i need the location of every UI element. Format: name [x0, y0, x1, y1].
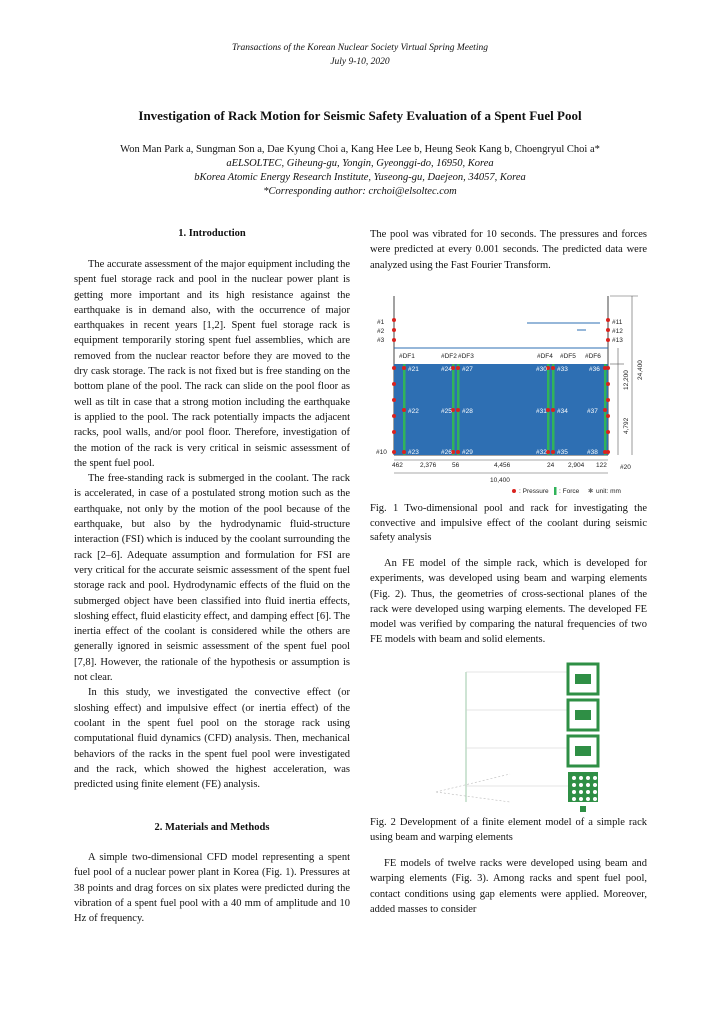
dim-2376: 2,376 [420, 462, 437, 469]
mesh-hole [579, 790, 583, 794]
pressure-point [392, 430, 396, 434]
label-df4: #DF4 [537, 353, 553, 360]
cross-section-core [575, 674, 591, 684]
mesh-hole [572, 776, 576, 780]
figure-1-pool-diagram [372, 292, 650, 500]
pressure-point [392, 414, 396, 418]
right-paragraph-1: The pool was vibrated for 10 seconds. The pressures and forces were predicted at every 0.001 seconds. The predicted data were analyzed using the Fast Fourier Transform. [370, 229, 647, 271]
label-df3: #DF3 [458, 353, 474, 360]
intro-paragraph-2: The free-standing rack is submerged in the coolant. The rack is accelerated, in case of a postulated strong motion such as the earthquake, not only by the motion of the pool because of the earthquake, but also by the hydrodynamic fluid-structure interaction (FSI) which is induced by the coolant surrounding the rack [2–6]. Adequate assumption and formulation for FSI are very critical for the accurate seismic assessment of the spent fuel storage rack and pool. Hydrodynamic effects of the fluid on the submerged object have been classified into fluid inertia effects, sloshing effect, fluid elasticity effect, and damping effect [6]. The inertia effect of the coolant is considered while the others are generally ignored in seismic assessment of the spent fuel pool [7,8]. However, the rationale of the hypothesis or assumption is not clear. [74, 473, 350, 684]
right-paragraph-3: FE models of twelve racks were developed using beam and warping elements (Fig. 3). Among racks and spent fuel pool, contact conditions using gap elements were applied. Moreover, added masses to consider [370, 858, 647, 915]
right-column-top [370, 227, 647, 273]
dim-10400: 10,400 [490, 477, 510, 484]
mesh-hole [586, 790, 590, 794]
pressure-point [402, 366, 406, 370]
label-31: #31 [536, 408, 547, 415]
legend-force-marker [554, 487, 557, 495]
legend-pressure-marker [512, 489, 516, 493]
label-df2: #DF2 [441, 353, 457, 360]
label-p11: #11 [612, 319, 623, 326]
water-region [394, 364, 608, 455]
pressure-point [603, 408, 607, 412]
dim-4456: 4,456 [494, 462, 511, 469]
pressure-point [392, 338, 396, 342]
pressure-point [392, 318, 396, 322]
mesh-hole [586, 783, 590, 787]
pressure-point [392, 450, 396, 454]
dim-122: 122 [596, 462, 607, 469]
intro-paragraph-3: In this study, we investigated the convective effect (or sloshing effect) and impulsive effect (or inertia effect) of the coolant in the spent fuel pool on the storage rack using computational fluid dynamics (CFD) analysis. Then, mechanical behaviors of the racks in the spent fuel pool were investigated and the rack, which showed the highest acceleration, was predicted using finite element (FE) analysis. [74, 687, 350, 791]
label-22: #22 [408, 408, 419, 415]
mesh-hole [572, 783, 576, 787]
right-column-bottom [370, 856, 647, 917]
pressure-point [606, 430, 610, 434]
label-38: #38 [587, 449, 598, 456]
label-23: #23 [408, 449, 419, 456]
label-35: #35 [557, 449, 568, 456]
label-df1: #DF1 [399, 353, 415, 360]
label-df6: #DF6 [585, 353, 601, 360]
label-34: #34 [557, 408, 568, 415]
pressure-point [392, 328, 396, 332]
label-21: #21 [408, 366, 419, 373]
corresponding-author: *Corresponding author: crchoi@elsoltec.com [263, 186, 457, 197]
label-p2: #2 [377, 328, 385, 335]
pressure-point [392, 382, 396, 386]
legend-force-label: : Force [559, 488, 580, 495]
figure-2-caption: Fig. 2 Development of a finite element model of a simple rack using beam and warping elements [370, 817, 647, 843]
label-p12: #12 [612, 328, 623, 335]
pressure-point [603, 366, 607, 370]
dim-24: 24 [547, 462, 555, 469]
pressure-point [606, 328, 610, 332]
section-introduction-heading: 1. Introduction [178, 228, 246, 239]
legend-pressure-label: : Pressure [519, 488, 549, 495]
section-methods-heading: 2. Materials and Methods [154, 822, 270, 833]
pressure-point [606, 414, 610, 418]
small-section-marker [580, 806, 586, 812]
label-30: #30 [536, 366, 547, 373]
pressure-point [551, 366, 555, 370]
label-36: #36 [589, 366, 600, 373]
pressure-point [603, 450, 607, 454]
pressure-point [606, 382, 610, 386]
pressure-point [606, 318, 610, 322]
label-p3: #3 [377, 337, 385, 344]
mesh-hole [593, 783, 597, 787]
label-29: #29 [462, 449, 473, 456]
cross-section-mesh [568, 772, 598, 802]
mesh-hole [593, 797, 597, 801]
cross-section-2 [568, 700, 598, 730]
left-column-intro [74, 257, 350, 792]
warping-leader [436, 774, 510, 792]
pressure-point [606, 398, 610, 402]
label-df5: #DF5 [560, 353, 576, 360]
label-24: #24 [441, 366, 452, 373]
pressure-point [392, 366, 396, 370]
label-25: #25 [441, 408, 452, 415]
label-32: #32 [536, 449, 547, 456]
intro-paragraph-1: The accurate assessment of the major equipment including the spent fuel storage rack and pool in the nuclear power plant is getting more important and its high resistance against the earthquake is in demand also, with the occurrence of major earthquakes in recent years [1,2]. Spent fuel storage rack is equipment temporarily storing spent fuel assemblies, which are removed from the nuclear reactor before they are moved to the dry cask storage. The rack is not fixed but is free standing on the bottom plane of the pool. The rack can slide on the pool floor as well as tilt in case that a strong motion including the earthquake is applied to the pool. The rack potentially impacts the adjacent racks, pool walls, and/or pool floor. Therefore, investigation of the motion of the rack is very critical in seismic assessment of the spent fuel pool. [74, 259, 350, 469]
dim-4792: 4,792 [623, 417, 630, 434]
mesh-hole [572, 790, 576, 794]
left-column-methods [74, 850, 350, 926]
label-p1: #1 [377, 319, 385, 326]
label-37: #37 [587, 408, 598, 415]
mesh-hole [586, 797, 590, 801]
legend-unit-mark: ✱ [588, 488, 594, 495]
mesh-hole [593, 776, 597, 780]
dim-56: 56 [452, 462, 460, 469]
cross-section-core [575, 746, 591, 756]
label-20: #20 [620, 464, 631, 471]
label-33: #33 [557, 366, 568, 373]
paper-title: Investigation of Rack Motion for Seismic Safety Evaluation of a Spent Fuel Pool [138, 108, 582, 123]
dim-462: 462 [392, 462, 403, 469]
right-column-middle [370, 556, 647, 648]
cross-section-4 [568, 772, 598, 802]
pressure-point [402, 450, 406, 454]
meeting-date: July 9-10, 2020 [330, 57, 390, 67]
figure-1-caption: Fig. 1 Two-dimensional pool and rack for investigating the convective and impulsive effect of the coolant during seismic safety analysis [370, 503, 647, 543]
pressure-point [456, 450, 460, 454]
cross-section-core [575, 710, 591, 720]
journal-header: Transactions of the Korean Nuclear Society Virtual Spring Meeting [232, 43, 488, 53]
pressure-point [606, 338, 610, 342]
legend-unit-label: unit: mm [596, 488, 621, 495]
label-27: #27 [462, 366, 473, 373]
pressure-point [402, 408, 406, 412]
label-10: #10 [376, 449, 387, 456]
mesh-hole [586, 776, 590, 780]
mesh-hole [579, 783, 583, 787]
cross-section-3 [568, 736, 598, 766]
pressure-point [392, 398, 396, 402]
right-paragraph-2: An FE model of the simple rack, which is developed for experiments, was developed using beam and warping elements (Fig. 2). Thus, the geometries of cross-sectional planes of the rack were developed using warping elements. The developed FE model was verified by comparing the natural frequencies of two FE models with beam and solid elements. [370, 558, 647, 646]
affiliation-a: aELSOLTEC, Giheung-gu, Yongin, Gyeonggi-do, 16950, Korea [226, 158, 494, 169]
pressure-point [456, 408, 460, 412]
pressure-point [456, 366, 460, 370]
dim-24400: 24,400 [637, 360, 644, 380]
cross-section-1 [568, 664, 598, 694]
warping-leader [436, 792, 510, 802]
mesh-hole [593, 790, 597, 794]
author-list: Won Man Park a, Sungman Son a, Dae Kyung Choi a, Kang Hee Lee b, Heung Seok Kang b, Choengryul Choi a* [120, 144, 600, 155]
affiliation-b: bKorea Atomic Energy Research Institute, Yuseong-gu, Daejeon, 34057, Korea [194, 172, 526, 183]
mesh-hole [572, 797, 576, 801]
methods-paragraph-1: A simple two-dimensional CFD model representing a spent fuel pool of a nuclear power plant in Korea (Fig. 1). Pressures at 38 points and drag forces on six plates were predicted during the vibration of a spent fuel pool with a 40 mm of amplitude and 10 Hz of frequency. [74, 852, 350, 925]
label-p13: #13 [612, 337, 623, 344]
pressure-point [551, 408, 555, 412]
dim-2904: 2,904 [568, 462, 585, 469]
label-26: #26 [441, 449, 452, 456]
mesh-hole [579, 776, 583, 780]
dim-12200: 12,200 [623, 370, 630, 390]
figure-2-fe-model [418, 662, 648, 814]
pressure-point [551, 450, 555, 454]
mesh-hole [579, 797, 583, 801]
label-28: #28 [462, 408, 473, 415]
